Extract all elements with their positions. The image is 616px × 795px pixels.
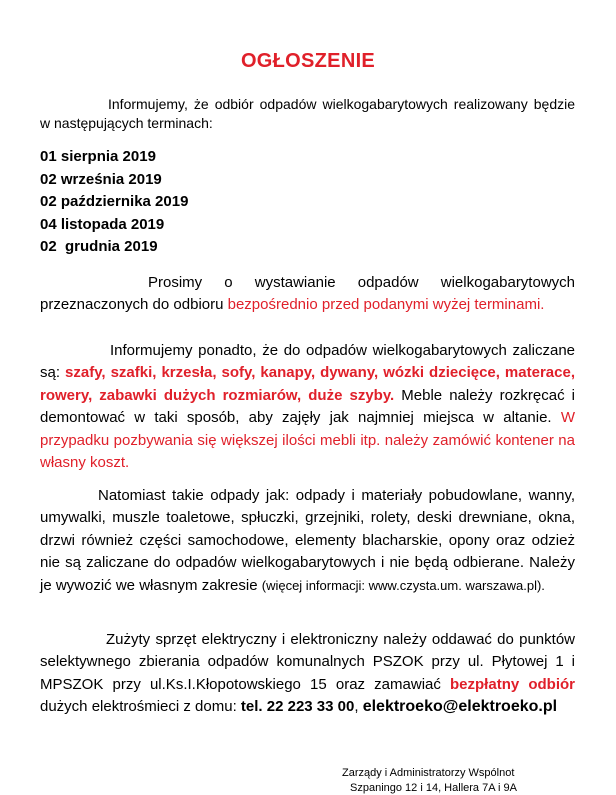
email-address: elektroeko@elektroeko.pl [362, 698, 558, 716]
more-info-note: (więcej informacji: www.czysta.um. warszawa.pl). [261, 577, 545, 593]
placement-text: Prosimy o wystawianie odpadów wielkogabarytowych przeznaczonych do odbioru [40, 274, 575, 314]
footer-addresses: Szpaningo 12 i 14, Hallera 7A i 9A [350, 782, 517, 794]
date-item: 02 września 2019 [40, 170, 162, 188]
collection-dates-list [40, 146, 188, 259]
placement-paragraph [40, 272, 575, 317]
placement-highlight: bezpośrednio przed podanymi wyżej terminami. [227, 296, 545, 314]
excluded-waste-paragraph [40, 485, 575, 597]
intro-paragraph [40, 95, 575, 133]
electronics-paragraph [40, 629, 575, 719]
date-item: 02 października 2019 [40, 193, 189, 210]
date-item: 04 listopada 2019 [40, 215, 165, 233]
date-item: 02 grudnia 2019 [40, 238, 158, 255]
phone-number: tel. 22 223 33 00 [240, 698, 355, 716]
free-pickup-highlight: bezpłatny odbiór [450, 675, 575, 693]
excluded-waste-text: Natomiast takie odpady jak: odpady i materiały pobudowlane, wanny, umywalki, muszle toaletowe, spłuczki, grzejniki, rolety, deski drewniane, okna, drzwi również części samochodowe, elementy blacharskie, opony oraz odzież nie są zaliczane do odpadów wielkogabarytowych i nie będą odbierane. Należy je wywozić we własnym zakresie [40, 487, 575, 594]
bulky-waste-paragraph [40, 340, 575, 474]
electronics-text: Zużyty sprzęt elektryczny i elektroniczny należy oddawać do punktów selektywnego zbierania odpadów komunalnych PSZOK przy ul. Płytowej 1 i MPSZOK przy ul.Ks.I.Kłopotowskiego 15 oraz zamawiać [40, 631, 575, 693]
electronics-after: dużych elektrośmieci z domu: [40, 698, 241, 716]
page-title: OGŁOSZENIE [240, 50, 376, 72]
date-item: 01 sierpnia 2019 [40, 148, 156, 165]
container-notice: W przypadku pozbywania się większej ilości mebli itp. należy zamówić kontener na własny koszt. [40, 409, 575, 472]
bulky-waste-middle: Meble należy rozkręcać i demontować w taki sposób, aby zajęły jak najmniej miejsca w altanie. [40, 386, 575, 427]
bulky-waste-items: szafy, szafki, krzesła, sofy, kanapy, dywany, wózki dziecięce, materace, rowery, zabawki dużych rozmiarów, duże szyby. [40, 364, 575, 404]
bulky-waste-lead: Informujemy ponadto, że do odpadów wielkogabarytowych zaliczane są: [40, 342, 575, 382]
footer-signature: Zarządy i Administratorzy Wspólnot [342, 767, 515, 779]
intro-text: Informujemy, że odbiór odpadów wielkogabarytowych realizowany będzie w następujących terminach: [40, 96, 575, 131]
phone-comma: , [354, 698, 359, 716]
